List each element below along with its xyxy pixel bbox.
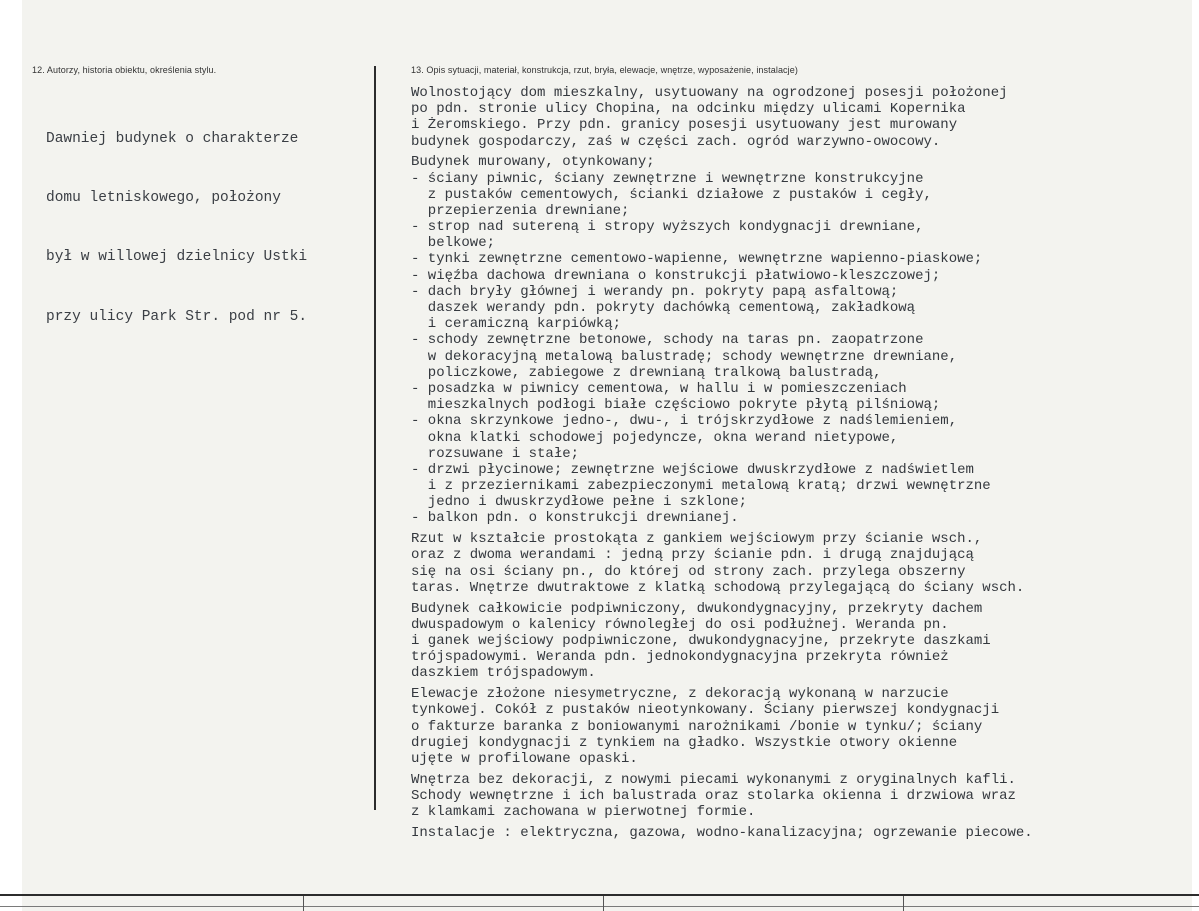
description-line: - okna skrzynkowe jedno-, dwu-, i trójskrzydłowe z nadślemieniem,	[411, 413, 958, 430]
field-12-line: domu letniskowego, położony	[46, 190, 281, 207]
description-line: Elewacje złożone niesymetryczne, z dekoracją wykonaną w narzucie	[411, 686, 949, 703]
description-paragraph	[411, 686, 1171, 767]
field-12-line: przy ulicy Park Str. pod nr 5.	[46, 308, 308, 325]
description-line: Wolnostojący dom mieszkalny, usytuowany na ogrodzonej posesji położonej	[411, 85, 1008, 101]
description-line: i ganek wejściowy podpiwniczone, dwukondygnacyjne, przekryte daszkami	[411, 632, 991, 649]
description-line: - drzwi płycinowe; zewnętrzne wejściowe dwuskrzydłowe z nadświetlem	[411, 461, 974, 478]
description-line: rozsuwane i stałe;	[411, 445, 580, 462]
description-line: jedno i dwuskrzydłowe pełne i szklone;	[411, 494, 748, 511]
description-line: i ceramiczną karpiówką;	[411, 316, 622, 333]
description-line: belkowe;	[411, 235, 496, 252]
description-line: daszkiem trójspadowym.	[411, 665, 596, 682]
form-bottom-rule	[0, 894, 1199, 896]
description-line: przepierzenia drewniane;	[411, 202, 630, 219]
description-line: Schody wewnętrzne i ich balustrada oraz stolarka okienna i drzwiowa wraz	[411, 787, 1016, 804]
scan-margin-right	[1192, 0, 1199, 911]
description-line: Rzut w kształcie prostokąta z gankiem wejściowym przy ścianie wsch.,	[411, 531, 983, 548]
description-line: - schody zewnętrzne betonowe, schody na taras pn. zaopatrzone	[411, 332, 924, 349]
description-paragraph	[411, 531, 1171, 596]
description-line: o fakturze baranka z boniowanymi narożnikami /bonie w tynku/; ściany	[411, 718, 983, 735]
description-paragraph	[411, 601, 1171, 682]
description-line: tynkowej. Cokół z pustaków nieotynkowany. Ściany pierwszej kondygnacji	[411, 702, 1000, 719]
cell-tick-mark	[603, 896, 604, 911]
description-line: się na osi ściany pn., do której od strony zach. przylega obszerny	[411, 563, 966, 580]
description-line: i Żeromskiego. Przy pdn. granicy posesji usytuowany jest murowany	[411, 117, 958, 134]
field-12-content	[46, 86, 366, 344]
description-line: po pdn. stronie ulicy Chopina, na odcinku między ulicami Kopernika	[411, 101, 966, 118]
form-bottom-rule-secondary	[0, 906, 1199, 907]
description-line: dwuspadowym o kalenicy równoległej do osi podłużnej. Weranda pn.	[411, 616, 949, 633]
description-line: w dekoracyjną metalową balustradę; schody wewnętrzne drewniane,	[411, 348, 958, 365]
description-line: - tynki zewnętrzne cementowo-wapienne, wewnętrzne wapienno-piaskowe;	[411, 251, 983, 268]
field-13-header: 13. Opis sytuacji, materiał, konstrukcja, rzut, bryła, elewacje, wnętrze, wyposażenie, instalacje)	[411, 65, 798, 75]
field-13-content	[411, 85, 1171, 846]
description-line: - ściany piwnic, ściany zewnętrzne i wewnętrzne konstrukcyjne	[411, 170, 924, 187]
description-line: taras. Wnętrze dwutraktowe z klatką schodową przylegającą do ściany wsch.	[411, 579, 1025, 596]
description-line: ujęte w profilowane opaski.	[411, 750, 638, 767]
cell-tick-mark	[903, 896, 904, 911]
description-line: - więźba dachowa drewniana o konstrukcji płatwiowo-kleszczowej;	[411, 267, 941, 284]
description-line: trójspadowymi. Weranda pdn. jednokondygnacyjna przekryta również	[411, 649, 949, 666]
cell-tick-mark	[303, 896, 304, 911]
description-line: Instalacje : elektryczna, gazowa, wodno-kanalizacyjna; ogrzewanie piecowe.	[411, 824, 1033, 841]
description-line: daszek werandy pdn. pokryty dachówką cementową, zakładkową	[411, 300, 916, 317]
description-line: z pustaków cementowych, ścianki działowe z pustaków i cegły,	[411, 186, 932, 203]
description-line: - balkon pdn. o konstrukcji drewnianej.	[411, 510, 739, 527]
description-line: budynek gospodarczy, zaś w części zach. ogród warzywno-owocowy.	[411, 133, 941, 150]
description-line: - dach bryły głównej i werandy pn. pokryty papą asfaltową;	[411, 283, 899, 300]
description-line: okna klatki schodowej pojedyncze, okna werand nietypowe,	[411, 429, 899, 446]
field-12-line: Dawniej budynek o charakterze	[46, 131, 299, 147]
description-line: Budynek całkowicie podpiwniczony, dwukondygnacyjny, przekryty dachem	[411, 600, 983, 617]
field-12-line: był w willowej dzielnicy Ustki	[46, 249, 308, 266]
description-line: oraz z dwoma werandami : jedną przy ścianie pdn. i drugą znajdującą	[411, 547, 974, 564]
column-divider	[374, 66, 376, 810]
description-line: mieszkalnych podłogi białe częściowo pokryte płytą pilśniową;	[411, 397, 941, 414]
scan-margin-left	[0, 0, 22, 911]
description-paragraph	[411, 825, 1171, 841]
description-paragraph	[411, 772, 1171, 821]
description-line: z klamkami zachowana w pierwotnej formie.	[411, 804, 756, 821]
description-line: i z przeziernikami zabezpieczonymi metalową kratą; drzwi wewnętrzne	[411, 478, 991, 495]
description-line: drugiej kondygnacji z tynkiem na gładko. Wszystkie otwory okienne	[411, 734, 958, 751]
description-line: - strop nad sutereną i stropy wyższych kondygnacji drewniane,	[411, 219, 924, 236]
description-line: - posadzka w piwnicy cementowa, w hallu i w pomieszczeniach	[411, 380, 907, 397]
description-line: policzkowe, zabiegowe z drewnianą tralkową balustradą,	[411, 364, 882, 381]
description-paragraph	[411, 85, 1171, 150]
description-line: Wnętrza bez dekoracji, z nowymi piecami wykonanymi z oryginalnych kafli.	[411, 771, 1016, 788]
description-line: Budynek murowany, otynkowany;	[411, 154, 655, 171]
description-paragraph	[411, 154, 1171, 526]
field-12-header: 12. Autorzy, historia obiektu, określenia stylu.	[32, 65, 217, 75]
